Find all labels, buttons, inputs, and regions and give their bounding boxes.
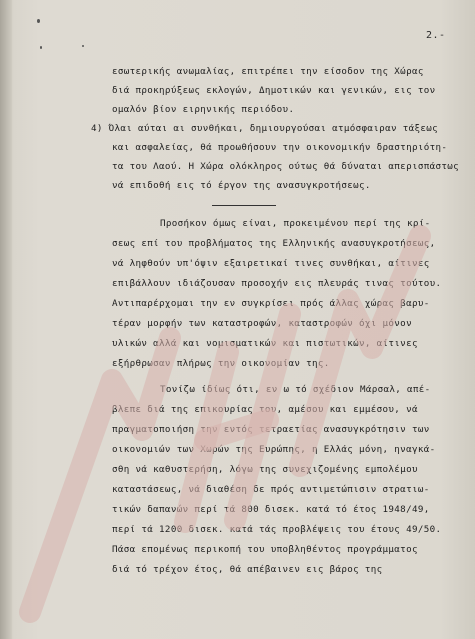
text-line: ομαλόν βίον ειρηνικής περιόδου. <box>112 104 295 115</box>
text-line: τα του Λαού. Η Χώρα ολόκληρος ούτως θά δύναται απερισπάστως <box>112 161 459 172</box>
text-line: περί τά 1200 δισεκ. κατά τάς προβλέψεις του έτους 49/50. <box>112 524 442 535</box>
text-line: 4) Όλαι αύται αι συνθήκαι, δημιουργούσαι ατμόσφαιραν τάξεως <box>91 123 438 134</box>
text-line: τικών δαπανών περί τά 800 δισεκ. κατά τό έτος 1948/49, <box>112 504 430 515</box>
text-line: υλικών αλλά και νομισματικών και πιστωτικών, αίτινες <box>112 338 418 349</box>
scan-speck <box>40 46 42 49</box>
text-line: νά ληφθούν υπ'όψιν εξαιρετικαί τινες συνθήκαι, αίτινες <box>112 258 430 269</box>
scan-speck <box>82 45 84 47</box>
text-line: διά τό τρέχον έτος, θά απέβαινεν εις βάρος της <box>112 564 383 575</box>
text-line: βλεπε διά της επικουρίας του, αμέσου και εμμέσου, νά <box>112 404 418 415</box>
text-line: τέραν μορφήν των καταστροφών, καταστροφών όχι μόνον <box>112 318 412 329</box>
page-edge-shadow <box>0 0 12 639</box>
text-line: εξήρθρωσαν πλήρως την οικονομίαν της. <box>112 358 330 369</box>
text-line: εσωτερικής ανωμαλίας, επιτρέπει την είσοδον της Χώρας <box>112 66 424 77</box>
text-line: Προσήκον όμως είναι, προκειμένου περί της κρί- <box>160 218 431 229</box>
text-line: Πάσα επομένως περικοπή του υποβληθέντος προγράμματος <box>112 544 418 555</box>
text-line: επιβάλλουν ιδιάζουσαν προσοχήν εις πλευράς τινας τούτου. <box>112 278 442 289</box>
text-line: και ασφαλείας, θά προωθήσουν την οικονομικήν δραστηριότη- <box>112 142 448 153</box>
text-line: σθη νά καθυστερήση, λόγω της συνεχιζομένης εμπολέμου <box>112 464 418 475</box>
text-line: Αντιπαρέρχομαι την εν συγκρίσει πρός άλλας χώρας βαρυ- <box>112 298 430 309</box>
section-separator <box>212 205 276 206</box>
text-line: σεως επί του προβλήματος της Ελληνικής ανασυγκροτήσεως, <box>112 238 436 249</box>
scan-speck <box>37 19 40 23</box>
page-number: 2.- <box>426 30 446 41</box>
text-line: Τονίζω ίδίως ότι, εν ω τό σχέδιον Μάρσαλ, απέ- <box>160 384 431 395</box>
text-line: καταστάσεως, νά διαθέση δε πρός αντιμετώπισιν στρατιω- <box>112 484 430 495</box>
text-line: νά επιδοθή εις τό έργον της ανασυγκροτήσεως. <box>112 180 371 191</box>
text-line: διά προκηρύξεως εκλογών, Δημοτικών και γενικών, εις τον <box>112 85 436 96</box>
text-line: πραγματοποιήση την εντός τετραετίας ανασυγκρότησιν των <box>112 424 430 435</box>
text-line: οικονομιών των Χωρών της Ευρώπης, η Ελλάς μόνη, ηναγκά- <box>112 444 436 455</box>
